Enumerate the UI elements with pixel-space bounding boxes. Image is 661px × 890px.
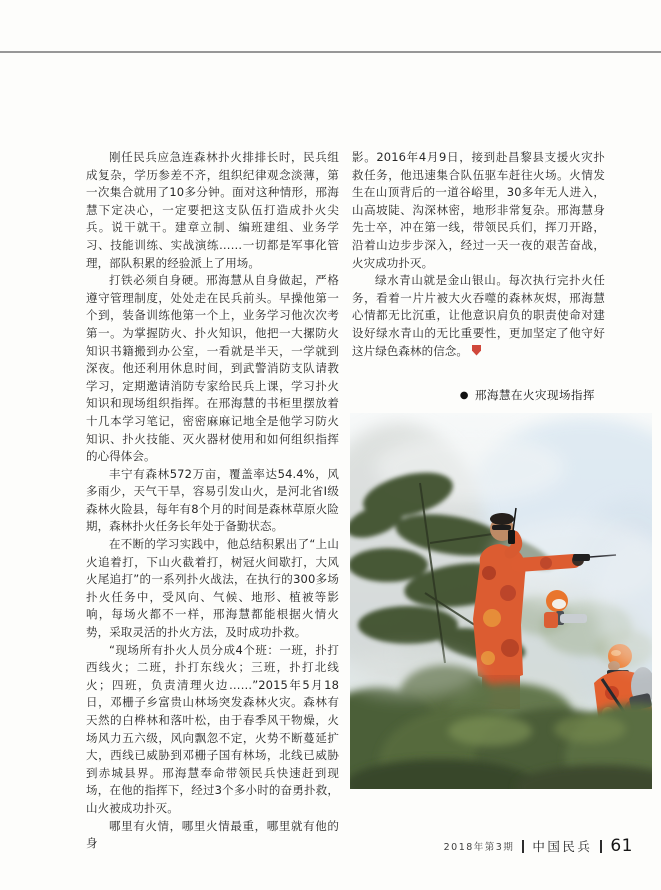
footer-issue: 2018年第3期 bbox=[443, 842, 515, 853]
paragraph: 丰宁有森林572万亩，覆盖率达54.4%，风多雨少，天气干旱，容易引发山火，是河北省Ⅰ级森林火险县，每年有8个月的时间是森林草原火险期，森林扑火任务长年处于备勤状态。 bbox=[86, 466, 339, 534]
paragraph-text: 绿水青山就是金山银山。每次执行完扑火任务，看着一片片被大火吞噬的森林灰烬，邢海慧心情都无比沉重，让他意识肩负的职责使命对建设好绿水青山的无比重要性，更加坚定了他守好这片绿色森林的信念。 bbox=[352, 273, 605, 358]
footer-divider-icon bbox=[600, 840, 602, 853]
end-mark-icon bbox=[472, 345, 481, 356]
caption-text: 邢海慧在火灾现场指挥 bbox=[475, 388, 595, 402]
footer-magazine-title: 中国民兵 bbox=[532, 839, 593, 854]
article-column-left bbox=[86, 149, 339, 853]
firefighting-photo bbox=[350, 413, 652, 789]
footer-divider-icon bbox=[522, 840, 524, 853]
bullet-icon: ● bbox=[459, 390, 469, 401]
paragraph: 打铁必须自身硬。邢海慧从自身做起，严格遵守管理制度，处处走在民兵前头。早操他第一个到，装备训练他第一个上，业务学习他次次考第一。为掌握防火、扑火知识，他把一大摞防火知识书籍搬到办公室，一看就是半天，一学就到深夜。他还利用休息时间，到武警消防支队请教学习，定期邀请消防专家给民兵上课，学习扑火知识和现场组织指挥。在邢海慧的书柜里摆放着十几本学习笔记，密密麻麻记地全是他学习防火知识、扑火技能、灭火器材使用和如何组织指挥的心得体会。 bbox=[86, 273, 339, 464]
paragraph: 影。2016年4月9日，接到赴昌黎县支援火灾扑救任务，他迅速集合队伍驱车赶往火场。火情发生在山顶背后的一道谷峪里，30多年无人进入，山高坡陡、沟深林密，地形非常复杂。邢海慧身先士卒，冲在第一线，带领民兵们，挥刀开路，沿着山边步步深入，经过一天一夜的艰苦奋战，火灾成功扑灭。 bbox=[352, 150, 605, 270]
article-column-right bbox=[352, 149, 605, 360]
top-divider bbox=[0, 51, 661, 53]
paragraph: 在不断的学习实践中，他总结积累出了“上山火追着打，下山火截着打，树冠火间歇打，大风火尾追打”的一系列扑火战法，在执行的300多场扑火任务中，受风向、气候、地形、植被等影响，每场火都不一样，邢海慧都能根据火情火势，采取灵活的扑火方法，及时成功扑救。 bbox=[86, 537, 339, 640]
paragraph-last bbox=[352, 272, 605, 360]
page-footer bbox=[444, 836, 633, 856]
paragraph: 刚任民兵应急连森林扑火排排长时，民兵组成复杂，学历参差不齐，组织纪律观念淡薄，第一次集合就用了10多分钟。面对这种情形，邢海慧下定决心，一定要把这支队伍打造成扑火尖兵。说干就干。建章立制、编班建组、业务学习、技能训练、实战演练……一切都是军事化管理，部队积累的经验派上了用场。 bbox=[86, 150, 339, 270]
footer-page-number: 61 bbox=[610, 836, 633, 856]
paragraph: 哪里有火情，哪里火情最重，哪里就有他的身 bbox=[86, 818, 339, 851]
photo-caption bbox=[352, 387, 595, 403]
paragraph: “现场所有扑火人员分成4个班：一班，扑打西线火；二班，扑打东线火；三班，扑打北线火；四班，负责清理火边……”2015年5月18日，邓栅子乡富贵山林场突发森林火灾。森林有天然的白桦林和落叶松，由于春季风干物燥，火场风力五六级，风向飘忽不定，火势不断蔓延扩大，西线已威胁到邓栅子国有林场，北线已威胁到赤城县界。邢海慧奉命带领民兵快速赶到现场，在他的指挥下，经过3个多小时的奋勇扑救，山火被成功扑灭。 bbox=[86, 642, 339, 815]
